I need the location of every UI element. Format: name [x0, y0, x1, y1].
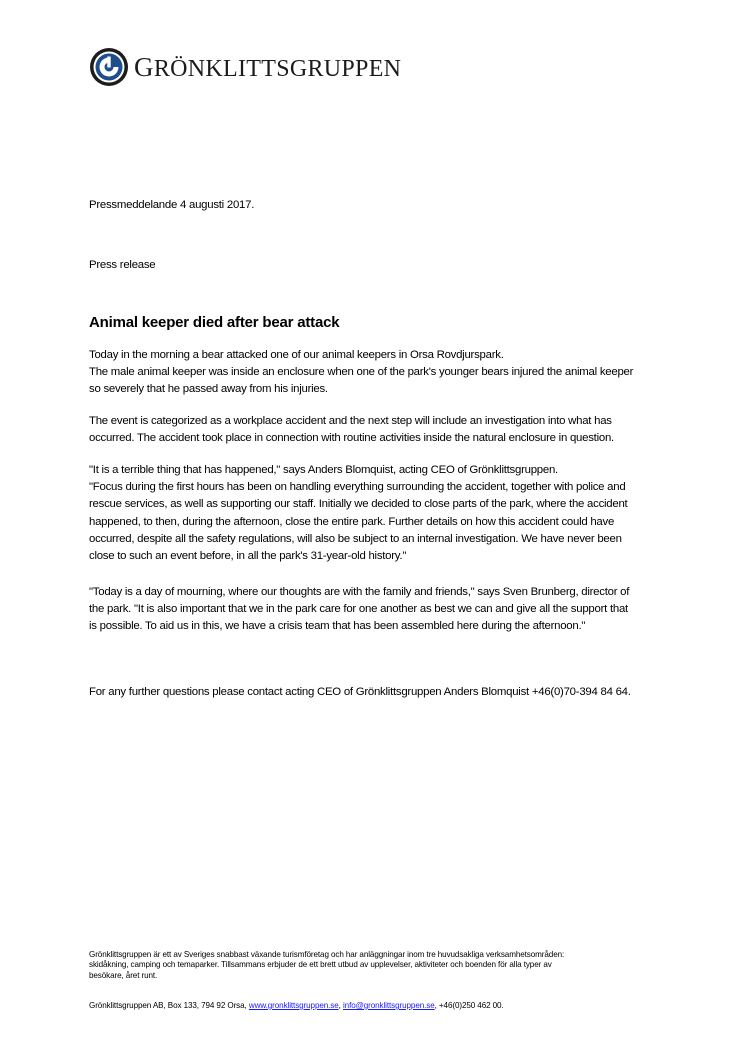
document-type: Press release — [89, 259, 156, 271]
paragraph-line: so severely that he passed away from his injuries. — [89, 383, 328, 396]
headline: Animal keeper died after bear attack — [89, 314, 340, 331]
date-line: Pressmeddelande 4 augusti 2017. — [89, 199, 255, 211]
website-link[interactable]: www.gronklittsgruppen.se — [248, 1001, 339, 1010]
paragraph-line: "Today is a day of mourning, where our thoughts are with the family and friends," says Sven Brunberg, director of — [89, 586, 630, 598]
paragraph-1 — [89, 347, 669, 399]
contact-line: For any further questions please contact acting CEO of Grönklittsgruppen Anders Blomquist +46(0)70-394 84 64. — [89, 686, 631, 698]
paragraph-line: rescue services, as well as supporting our staff. Initially we decided to close parts of the park, where the accident — [89, 498, 628, 511]
email-link[interactable]: info@gronklittsgruppen.se — [342, 1001, 435, 1010]
paragraph-4 — [89, 584, 669, 636]
paragraph-line: "It is a terrible thing that has happened," says Anders Blomquist, acting CEO of Grönklittsgruppen. — [89, 464, 558, 476]
footer-about — [89, 950, 669, 981]
footer-phone: , +46(0)250 462 00. — [434, 1001, 504, 1010]
logo-initial: G — [134, 51, 154, 82]
paragraph-line: occurred, despite all the safety regulations, will also be subject to an internal investigation. We have never been — [89, 532, 622, 545]
footer-address: Grönklittsgruppen AB, Box 133, 794 92 Orsa, — [89, 1001, 247, 1010]
paragraph-line: the park. "It is also important that we in the park care for one another as best we can and give all the support that — [89, 603, 628, 616]
paragraph-line: The event is categorized as a workplace accident and the next step will include an investigation into what has — [89, 415, 612, 427]
paragraph-line: is possible. To aid us in this, we have a crisis team that has been assembled here during the afternoon." — [89, 620, 586, 633]
paragraph-line: happened, to then, during the afternoon, close the entire park. Further details on how this accident could have — [89, 515, 615, 528]
footer-about-line: besökare, året runt. — [89, 970, 158, 980]
paragraph-line: "Focus during the first hours has been on handling everything surrounding the accident, together with police and — [89, 481, 626, 494]
paragraph-2 — [89, 413, 669, 447]
footer-about-line: Grönklittsgruppen är ett av Sveriges snabbast växande turismföretag och har anläggningar inom tre huvudsakliga verksamhetsområden: — [89, 950, 565, 959]
paragraph-line: close to such an event before, in all the park's 31-year-old history." — [89, 550, 407, 563]
paragraph-line: The male animal keeper was inside an enclosure when one of the park's younger bears injured the animal keeper — [89, 366, 634, 379]
gronklitt-logo-icon — [89, 47, 129, 87]
paragraph-3 — [89, 462, 669, 565]
footer-contact-line — [89, 1001, 669, 1011]
company-logo — [89, 46, 401, 88]
paragraph-line: Today in the morning a bear attacked one of our animal keepers in Orsa Rovdjurspark. — [89, 349, 504, 361]
logo-wordmark — [134, 52, 401, 83]
footer-contact — [89, 1001, 669, 1011]
footer-separator: , — [338, 1001, 341, 1010]
footer-about-line: skidåkning, camping och temaparker. Tillsammans erbjuder de ett brett utbud av upplevelser, aktiviteter och boenden för alla typer av — [89, 960, 552, 970]
paragraph-line: occurred. The accident took place in connection with routine activities inside the natural enclosure in question. — [89, 432, 614, 445]
logo-rest: RÖNKLITTSGRUPPEN — [153, 55, 402, 82]
